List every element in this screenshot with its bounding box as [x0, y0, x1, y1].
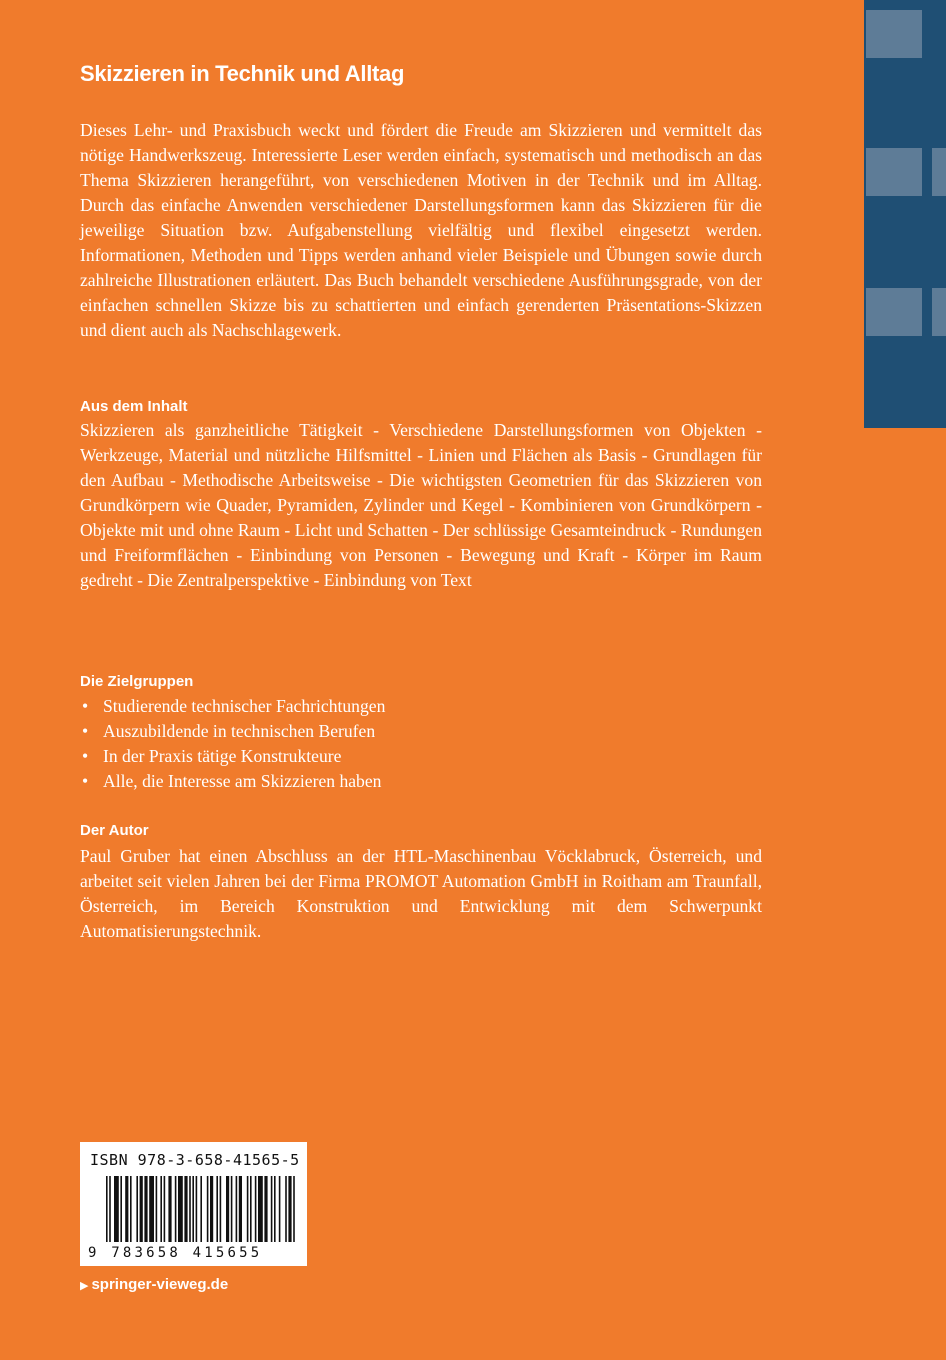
barcode-bar — [285, 1176, 287, 1242]
barcode-bar — [220, 1176, 222, 1242]
barcode-bar — [196, 1176, 198, 1242]
barcode-bar — [156, 1176, 158, 1242]
decorative-block — [866, 148, 922, 196]
decorative-block — [932, 288, 946, 336]
bullet-icon: • — [82, 696, 89, 716]
barcode-bar — [192, 1176, 194, 1242]
barcode-bar — [175, 1176, 177, 1242]
barcode-bar — [114, 1176, 119, 1242]
barcode-bar — [288, 1176, 291, 1242]
barcode-bar — [210, 1176, 213, 1242]
audience-heading: Die Zielgruppen — [80, 673, 194, 690]
bullet-icon: • — [82, 746, 89, 766]
barcode-bar — [236, 1176, 238, 1242]
barcode-bar — [106, 1176, 108, 1242]
list-item — [80, 744, 385, 769]
bullet-icon: • — [82, 721, 89, 741]
barcode-bar — [130, 1176, 132, 1242]
bullet-icon: • — [82, 771, 89, 791]
barcode-bar — [279, 1176, 281, 1242]
barcode-bar — [200, 1176, 202, 1242]
barcode-bar — [149, 1176, 154, 1242]
barcode-bar — [120, 1176, 122, 1242]
list-item-label: In der Praxis tätige Konstrukteure — [103, 746, 342, 766]
author-paragraph: Paul Gruber hat einen Abschluss an der HTL-Maschinenbau Vöcklabruck, Österreich, und arbeitet seit vielen Jahren bei der Firma PROMOT Automation GmbH in Roitham am Traunfall, Österreich, im Bereich Konstruktion und Entwicklung mit dem Schwerpunkt Automatisierungstechnik. — [80, 846, 762, 941]
ean-digits: 9 783658 415655 — [88, 1245, 263, 1261]
decorative-block — [866, 288, 922, 336]
list-item-label: Alle, die Interesse am Skizzieren haben — [103, 771, 382, 791]
barcode-bar — [239, 1176, 242, 1242]
barcode-bar — [250, 1176, 252, 1242]
barcode-bar — [140, 1176, 143, 1242]
barcode-bar — [168, 1176, 171, 1242]
list-item — [80, 694, 385, 719]
arrow-icon: ▶ — [80, 1280, 89, 1292]
barcode-bar — [216, 1176, 218, 1242]
audience-list — [80, 694, 385, 794]
barcode-bar — [136, 1176, 138, 1242]
decorative-side-band — [864, 0, 946, 428]
intro-paragraph: Dieses Lehr- und Praxisbuch weckt und fördert die Freude am Skizzieren und vermittelt das nötige Handwerkszeug. Interessierte Leser werden einfach, systematisch und methodisch an das Thema Skizzieren herangeführt, von verschiedenen Motiven in der Technik und im Alltag. Durch das einfache Anwenden verschiedener Darstellungsformen kann das Skizzieren für die jeweilige Situation bzw. Aufgabenstellung vielfältig und flexibel eingesetzt werden. Informationen, Methoden und Tipps werden anhand vieler Beispiele und Übungen sowie durch zahlreiche Illustrationen erläutert. Das Buch behandelt verschiedene Ausführungsgrade, von der einfachen schnellen Skizze bis zu schattierten und einfach gerenderten Präsentations-Skizzen und dient auch als Nachschlagewerk. — [80, 120, 762, 340]
barcode-bar — [231, 1176, 233, 1242]
barcode-bar — [264, 1176, 267, 1242]
barcode-bar — [255, 1176, 257, 1242]
decorative-block — [866, 10, 922, 58]
barcode-bar — [226, 1176, 229, 1242]
contents-heading: Aus dem Inhalt — [80, 398, 188, 415]
barcode-bar — [164, 1176, 166, 1242]
list-item — [80, 719, 385, 744]
author-heading: Der Autor — [80, 822, 149, 839]
barcode-bar — [207, 1176, 209, 1242]
barcode-bar — [247, 1176, 249, 1242]
barcode-bar — [189, 1176, 191, 1242]
barcode-bar — [271, 1176, 273, 1242]
barcode-bar — [125, 1176, 128, 1242]
barcode-bar — [144, 1176, 147, 1242]
isbn-barcode — [80, 1142, 307, 1266]
list-item-label: Auszubildende in technischen Berufen — [103, 721, 376, 741]
barcode-bar — [160, 1176, 162, 1242]
isbn-label: ISBN 978-3-658-41565-5 — [90, 1151, 300, 1169]
list-item-label: Studierende technischer Fachrichtungen — [103, 696, 386, 716]
contents-paragraph: Skizzieren als ganzheitliche Tätigkeit - Verschiedene Darstellungsformen von Objekten - Werkzeuge, Material und nützliche Hilfsmittel - Linien und Flächen als Basis - Grundlagen für den Aufbau - Methodische Arbeitsweise - Die wichtigsten Geometrien für das Skizzieren von Grundkörpern wie Quader, Pyramiden, Zylinder und Kegel - Kombinieren von Grundkörpern - Objekte mit und ohne Raum - Licht und Schatten - Der schlüssige Gesamteindruck - Rundungen und Freiformflächen - Einbindung von Personen - Bewegung und Kraft - Körper im Raum gedreht - Die Zentralperspektive - Einbindung von Text — [80, 420, 762, 590]
barcode-bar — [109, 1176, 111, 1242]
barcode-bar — [274, 1176, 276, 1242]
decorative-block — [932, 148, 946, 196]
publisher-website-link[interactable] — [80, 1276, 228, 1293]
barcode-bar — [293, 1176, 295, 1242]
book-title: Skizzieren in Technik und Alltag — [80, 61, 405, 86]
list-item — [80, 769, 385, 794]
barcode-bar — [258, 1176, 263, 1242]
website-label: springer-vieweg.de — [91, 1276, 229, 1293]
barcode-bar — [184, 1176, 187, 1242]
barcode-bar — [178, 1176, 183, 1242]
